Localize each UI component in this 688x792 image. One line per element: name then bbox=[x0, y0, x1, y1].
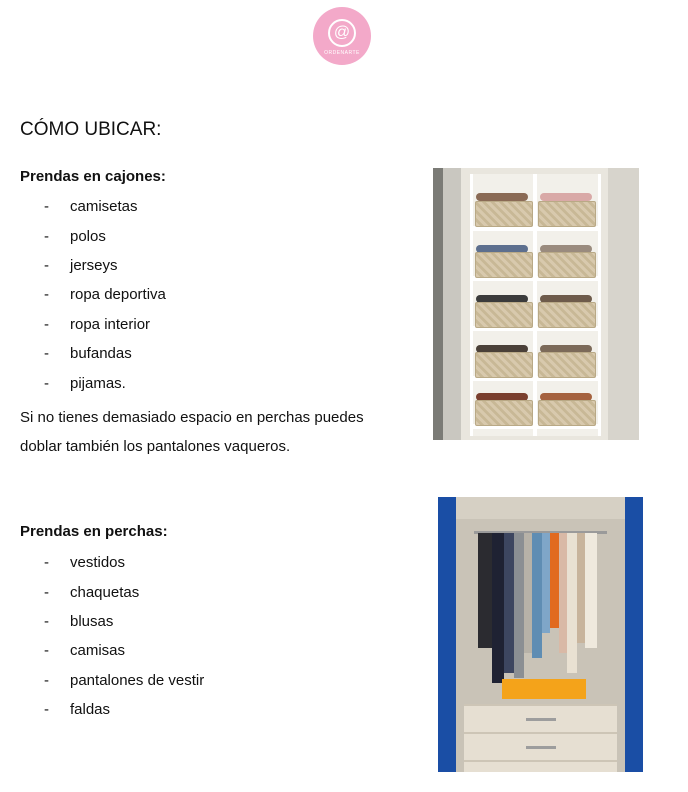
list-item: - ropa interior bbox=[44, 315, 151, 333]
list-item: - jerseys bbox=[44, 256, 118, 274]
wardrobe-interior bbox=[456, 497, 625, 772]
shelves-photo bbox=[433, 168, 639, 440]
drawer bbox=[464, 704, 617, 734]
page-heading: CÓMO UBICAR: bbox=[20, 119, 162, 140]
drawer-handle bbox=[526, 718, 556, 721]
storage-basket bbox=[475, 302, 533, 328]
drawer-handle bbox=[526, 746, 556, 749]
list-item: - pijamas. bbox=[44, 374, 126, 392]
storage-basket bbox=[538, 302, 596, 328]
storage-basket bbox=[475, 400, 533, 426]
drawers-title: Prendas en cajones: bbox=[20, 168, 166, 185]
storage-basket bbox=[475, 201, 533, 227]
drawer bbox=[464, 732, 617, 762]
hangers-list bbox=[44, 548, 204, 724]
orange-box bbox=[502, 679, 586, 699]
at-icon: @ bbox=[328, 19, 356, 47]
logo-brand: ORDENARTE bbox=[324, 49, 360, 56]
list-item: - camisas bbox=[44, 642, 126, 660]
list-item: - vestidos bbox=[44, 554, 126, 572]
hangers-title: Prendas en perchas: bbox=[20, 523, 168, 540]
wardrobe-door bbox=[438, 497, 456, 772]
shelving-unit bbox=[470, 174, 601, 436]
ordenarte-logo bbox=[313, 7, 371, 65]
list-item: - ropa deportiva bbox=[44, 286, 166, 304]
list-item: - polos bbox=[44, 227, 106, 245]
storage-basket bbox=[538, 352, 596, 378]
list-item: - camisetas bbox=[44, 198, 138, 216]
storage-basket bbox=[538, 201, 596, 227]
list-item: - pantalones de vestir bbox=[44, 671, 205, 689]
storage-basket bbox=[475, 252, 533, 278]
storage-basket bbox=[538, 400, 596, 426]
list-item: - blusas bbox=[44, 612, 114, 630]
drawers-list bbox=[44, 192, 166, 398]
drawer bbox=[464, 760, 617, 772]
storage-basket bbox=[538, 252, 596, 278]
storage-basket bbox=[475, 352, 533, 378]
list-item: - bufandas bbox=[44, 345, 132, 363]
wardrobe-photo bbox=[438, 497, 643, 772]
list-item: - faldas bbox=[44, 701, 111, 719]
wardrobe-door bbox=[625, 497, 643, 772]
list-item: - chaquetas bbox=[44, 583, 140, 601]
drawers-note: Si no tienes demasiado espacio en perchas puedes doblar también los pantalones vaqueros. bbox=[20, 409, 364, 455]
